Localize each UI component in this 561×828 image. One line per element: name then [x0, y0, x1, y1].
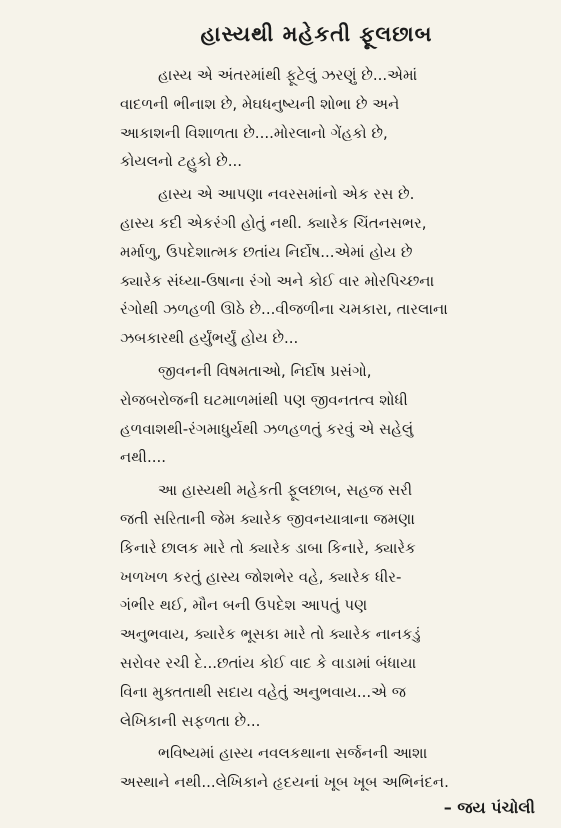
- text-line: કોયલનો ટહુકો છે...: [120, 152, 243, 171]
- text-line: ભવિષ્યમાં હાસ્ય નવલકથાના સર્જનની આશા: [158, 744, 428, 763]
- text-line: હાસ્ય એ આપણા નવરસમાંનો એક રસ છે.: [158, 185, 415, 204]
- text-line: રંગોથી ઝળહળી ઊઠે છે...વીજળીના ચમકારા, તારલાના: [120, 300, 448, 319]
- text-line: મર્માળુ, ઉપદેશાત્મક છતાંય નિર્દોષ...એમાં હોય છે: [120, 242, 413, 261]
- paragraph-5: [120, 739, 489, 797]
- text-line: આકાશની વિશાળતા છે....મોરલાનો ગેંહકો છે,: [120, 123, 388, 142]
- text-line: ખળખળ કરતું હાસ્ય જોશભેર વહે, ક્યારેક ધીર-: [120, 567, 402, 586]
- text-line: જીવનની વિષમતાઓ, નિર્દોષ પ્રસંગો,: [158, 361, 372, 380]
- author-signature: – જય પંચોલી: [443, 798, 535, 817]
- text-line: હળવાશથી-રંગમાધુર્યથી ઝળહળતું કરવું એ સહેલું: [120, 419, 414, 438]
- page-title: હાસ્યથી મહેકતી ફૂલછાબ: [200, 22, 433, 46]
- text-line: અસ્થાને નથી...લેખિકાને હૃદયનાં ખૂબ ખૂબ અભિનંદન.: [120, 773, 449, 792]
- text-line: ઝબકારથી હર્યુંભર્યું હોય છે...: [120, 329, 299, 348]
- text-line: ગંભીર થઈ, મૌન બની ઉપદેશ આપતું પણ: [120, 596, 368, 615]
- paragraph-4: [120, 476, 489, 735]
- text-line: કિનારે છાલક મારે તો ક્યારેક ડાબા કિનારે, ક્યારેક: [120, 538, 416, 557]
- text-line: ક્યારેક સંધ્યા-ઉષાના રંગો અને કોઈ વાર મોરપિચ્છના: [120, 271, 435, 290]
- paragraph-1: [120, 61, 489, 176]
- text-line: નથી....: [120, 448, 167, 467]
- text-line: જતી સરિતાની જેમ ક્યારેક જીવનયાત્રાના જમણા: [120, 509, 415, 528]
- text-line: લેખિકાની સફળતા છે...: [120, 711, 261, 730]
- text-line: રોજબરોજની ઘટમાળમાંથી પણ જીવનતત્વ શોધી: [120, 390, 408, 409]
- text-line: હાસ્ય એ અંતરમાંથી ફૂટેલું ઝરણું છે...એમાં: [158, 66, 418, 84]
- paragraph-3: [120, 357, 489, 472]
- text-line: આ હાસ્યથી મહેકતી ફૂલછાબ, સહજ સરી: [158, 481, 413, 500]
- paragraph-2: [120, 180, 489, 353]
- text-line: હાસ્ય કદી એકરંગી હોતું નથી. ક્યારેક ચિંતનસભર,: [120, 213, 427, 232]
- text-line: અનુભવાય, ક્યારેક ભૂસકા મારે તો ક્યારેક નાનકડું: [120, 625, 421, 644]
- text-line: વિના મુક્તતાથી સદાય વહેતું અનુભવાય...એ જ: [120, 682, 406, 701]
- text-line: સરોવર રચી દે...છતાંય કોઈ વાદ કે વાડામાં બંધાયા: [120, 653, 417, 672]
- text-line: વાદળની ભીનાશ છે, મેઘધનુષ્યની શોભા છે અને: [120, 94, 400, 113]
